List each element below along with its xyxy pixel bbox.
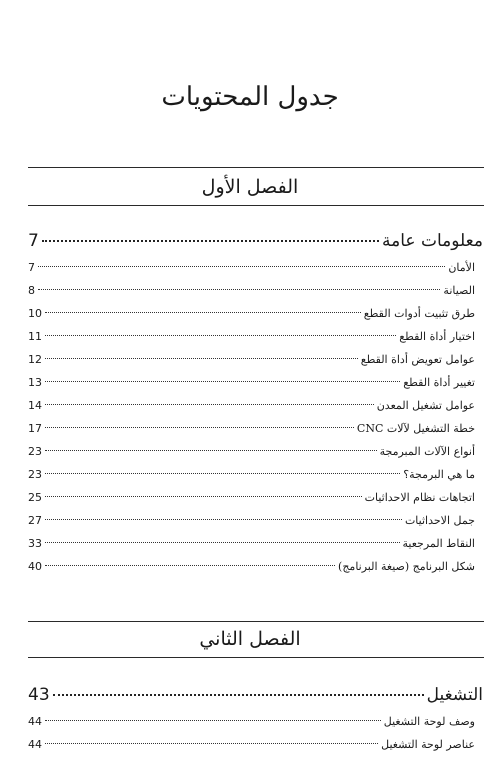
toc-entry-label: تغيير أداة القطع xyxy=(403,376,475,389)
toc-page-number: 44 xyxy=(28,738,42,751)
toc-entry-label: جمل الاحداثيات xyxy=(404,514,475,527)
toc-page-number: 12 xyxy=(28,353,42,366)
toc-entry[interactable] xyxy=(28,284,483,307)
toc-dot-leader xyxy=(45,381,400,382)
toc-page-number: 17 xyxy=(28,422,42,435)
toc-dot-leader xyxy=(45,565,335,566)
toc-page-number: 7 xyxy=(28,231,39,251)
toc-entry[interactable] xyxy=(28,422,483,445)
toc-page-number: 23 xyxy=(28,468,42,481)
toc-entry[interactable] xyxy=(28,399,483,422)
toc-page-number: 40 xyxy=(28,560,42,573)
toc-dot-leader xyxy=(45,519,402,520)
toc-section-label: التشغيل xyxy=(426,685,483,705)
toc-dot-leader xyxy=(53,694,424,696)
toc-dot-leader xyxy=(45,496,362,497)
chapter-2-rule-bottom xyxy=(28,657,484,658)
toc-dot-leader xyxy=(45,358,358,359)
toc-dot-leader xyxy=(45,473,400,474)
chapter-2-title: الفصل الثاني xyxy=(199,628,301,650)
toc-entry[interactable] xyxy=(28,261,483,284)
toc-entry-label: عناصر لوحة التشغيل xyxy=(381,738,475,751)
toc-dot-leader xyxy=(45,335,396,336)
toc-section-operation[interactable] xyxy=(28,685,483,715)
toc-dot-leader xyxy=(45,404,374,405)
toc-entry-label: أنواع الآلات المبرمجة xyxy=(379,445,475,458)
toc-entry-label: النقاط المرجعية xyxy=(402,537,475,550)
toc-entry-label: شكل البرنامج (صيغة البرنامج) xyxy=(338,560,475,573)
toc-entry[interactable] xyxy=(28,491,483,514)
toc-dot-leader xyxy=(38,266,445,267)
toc-dot-leader xyxy=(45,743,378,744)
toc-page-number: 23 xyxy=(28,445,42,458)
toc-dot-leader xyxy=(45,450,377,451)
toc-dot-leader xyxy=(42,240,379,242)
toc-dot-leader xyxy=(38,289,440,290)
toc-entry[interactable] xyxy=(28,560,483,583)
chapter-1-title: الفصل الأول xyxy=(201,176,299,198)
toc-page-number: 27 xyxy=(28,514,42,527)
toc-dot-leader xyxy=(45,427,354,428)
toc-entry-label: الصيانة xyxy=(443,284,475,297)
toc-page-number: 14 xyxy=(28,399,42,412)
toc-entry-label: عوامل تشغيل المعدن xyxy=(376,399,475,412)
toc-entry[interactable] xyxy=(28,376,483,399)
toc-entry-label: عوامل تعويض أداة القطع xyxy=(360,353,475,366)
toc-page-number: 8 xyxy=(28,284,35,297)
toc-entry-label: وصف لوحة التشغيل xyxy=(383,715,475,728)
toc-entry[interactable] xyxy=(28,715,483,738)
toc-page-number: 43 xyxy=(28,685,50,705)
chapter-1-rule-bottom xyxy=(28,205,484,206)
toc-section-general-info[interactable] xyxy=(28,231,483,261)
toc-entry[interactable] xyxy=(28,445,483,468)
toc-entry-label: الأمان xyxy=(448,261,475,274)
toc-dot-leader xyxy=(45,720,381,721)
toc-page-number: 7 xyxy=(28,261,35,274)
chapter-2-rule-top xyxy=(28,621,484,622)
toc-page-number: 10 xyxy=(28,307,42,320)
toc-entry[interactable] xyxy=(28,738,483,761)
toc-entry-label: طرق تثبيت أدوات القطع xyxy=(363,307,475,320)
toc-entry[interactable] xyxy=(28,537,483,560)
chapter-1-rule-top xyxy=(28,167,484,168)
toc-entry-label: اختيار أداة القطع xyxy=(399,330,475,343)
toc-entry-label: اتجاهات نظام الاحداثيات xyxy=(364,491,475,504)
toc-page-number: 33 xyxy=(28,537,42,550)
toc-page-number: 25 xyxy=(28,491,42,504)
toc-entry[interactable] xyxy=(28,330,483,353)
toc-dot-leader xyxy=(45,542,400,543)
chapter-2-toc xyxy=(28,685,483,761)
toc-page-number: 44 xyxy=(28,715,42,728)
toc-dot-leader xyxy=(45,312,361,313)
toc-page-number: 11 xyxy=(28,330,42,343)
toc-page-number: 13 xyxy=(28,376,42,389)
toc-entry[interactable] xyxy=(28,353,483,376)
page-title: جدول المحتويات xyxy=(161,82,339,112)
toc-entry[interactable] xyxy=(28,468,483,491)
toc-entry[interactable] xyxy=(28,307,483,330)
toc-section-label: معلومات عامة xyxy=(382,231,483,251)
toc-entry-label: ما هي البرمجة؟ xyxy=(403,468,475,481)
chapter-1-toc xyxy=(28,231,483,583)
toc-entry-label: خطة التشغيل لآلات CNC xyxy=(356,422,475,435)
toc-entry[interactable] xyxy=(28,514,483,537)
